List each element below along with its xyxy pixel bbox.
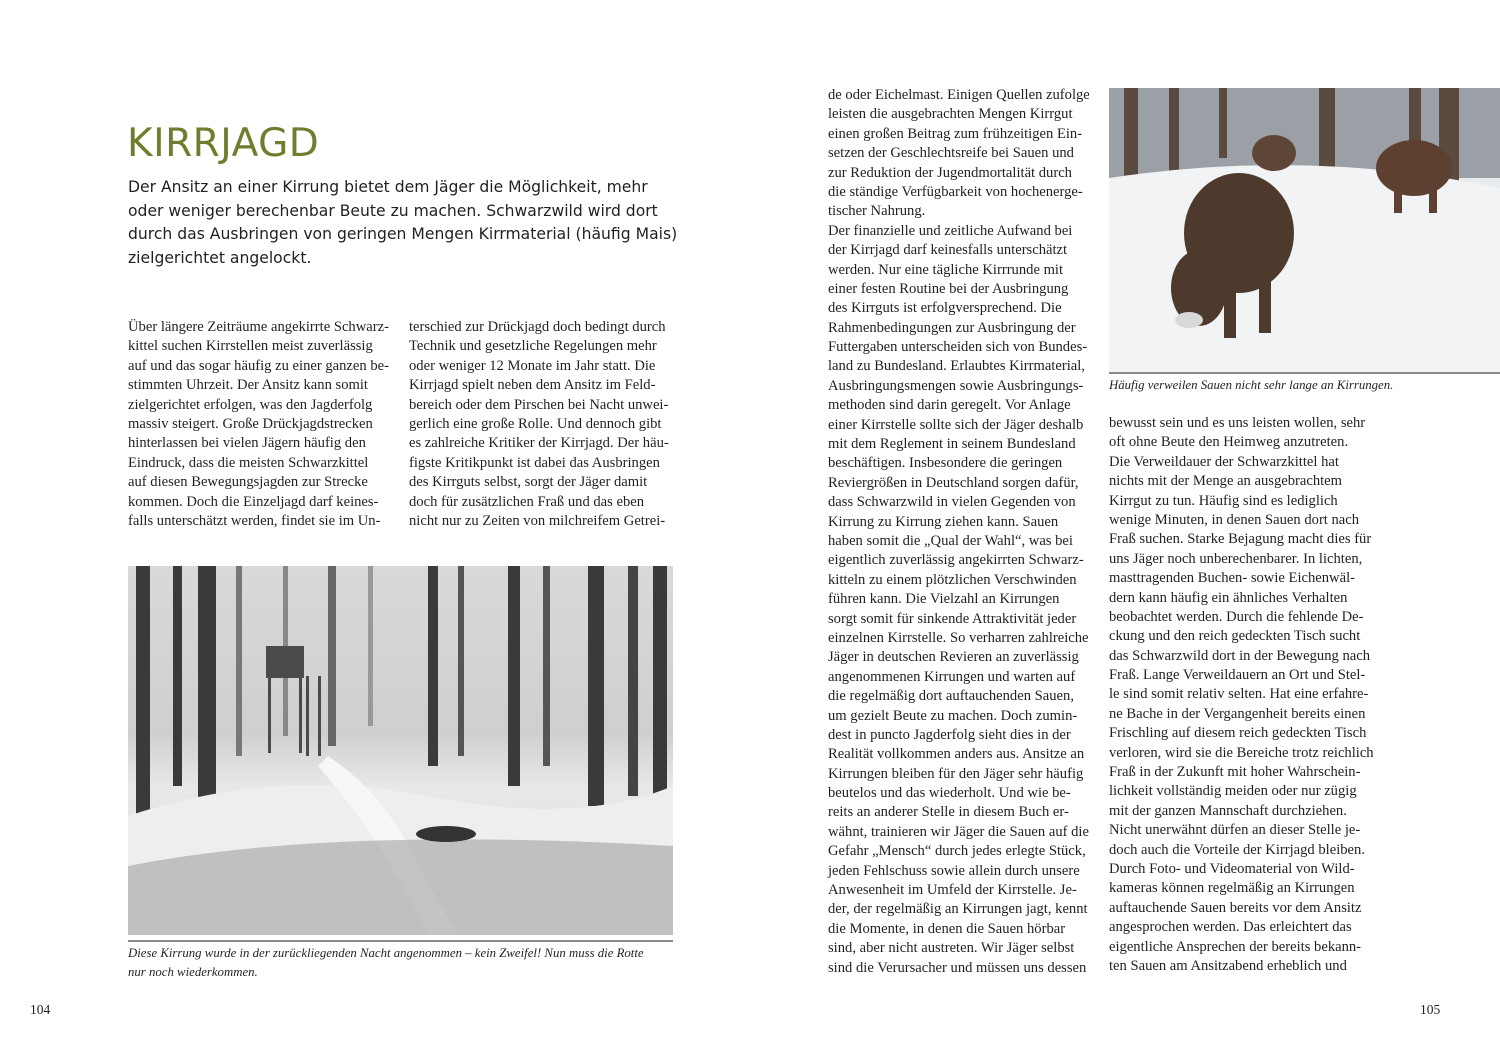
text-line: einen großen Beitrag zum frühzeitigen Ein- [828, 125, 1083, 142]
text-line: nicht nur zu Zeiten von milchreifem Getrei- [409, 512, 666, 529]
text-line: kitteln zu einem plötzlichen Verschwinden [828, 571, 1077, 588]
text-line: sorgt somit für sinkende Attraktivität jeder [828, 610, 1077, 627]
text-line: de oder Eichelmast. Einigen Quellen zufolge [828, 87, 1090, 103]
text-line: die regelmäßig dort auftauchenden Sauen, [828, 688, 1074, 705]
text-line: stimmten Uhrzeit. Der Ansitz kann somit [128, 377, 368, 394]
text-line: mit dem Reglement in seinem Bundesland [828, 436, 1076, 453]
text-line: Ausbringungsmengen sowie Ausbringungs- [828, 377, 1084, 394]
text-line: beutelos und das wiederholt. Und wie be- [828, 785, 1071, 802]
text-line: auf diesen Bewegungsjagden zur Strecke [128, 474, 368, 491]
text-line: einer Kirrstelle sollte sich der Jäger deshalb [828, 416, 1084, 433]
text-line: bereich oder dem Pirschen bei Nacht unwei- [409, 396, 669, 413]
text-line: setzen der Geschlechtsreife bei Sauen und [828, 145, 1074, 162]
right-photo-caption [1109, 372, 1500, 395]
text-line: ten Sauen am Ansitzabend erheblich und [1109, 957, 1347, 974]
text-line: kommen. Doch die Einzeljagd darf keines- [128, 493, 379, 510]
text-line: nichts mit der Menge an ausgebrachtem [1109, 473, 1343, 490]
text-line: des Kirrguts selbst, sorgt der Jäger damit [409, 474, 648, 491]
text-line: le sind somit relativ selten. Hat eine erfahre- [1109, 686, 1369, 703]
text-line: terschied zur Drückjagd doch bedingt durch [409, 319, 666, 335]
text-line: Diese Kirrung wurde in der zurückliegenden Nacht angenommen – kein Zweifel! Nun muss die Rotte [128, 946, 644, 960]
text-line: gerlich eine große Rolle. Und dennoch gibt [409, 415, 662, 432]
text-line: lichkeit vollständig meiden oder nur zügig [1109, 783, 1357, 800]
text-line: jeden Fehlschuss sowie allein durch unsere [828, 862, 1080, 879]
text-line: figste Kritikpunkt ist dabei das Ausbringen [409, 454, 660, 471]
text-line: nur noch wiederkommen. [128, 965, 258, 979]
text-line: beobachtet werden. Durch die fehlende De- [1109, 608, 1364, 625]
text-line: ne Bache in der Vergangenheit bereits einen [1109, 705, 1366, 722]
text-line: verloren, wird sie die Bereiche trotz reichlich [1109, 744, 1374, 761]
page-number-right: 105 [1420, 1002, 1441, 1017]
text-line: einer festen Routine bei der Ausbringung [828, 280, 1069, 297]
text-line: oder weniger berechenbar Beute zu machen. Schwarzwild wird dort [128, 201, 658, 220]
text-line: Anwesenheit im Umfeld der Kirrstelle. Je- [828, 882, 1077, 899]
text-line: land zu Bundesland. Erlaubtes Kirrmaterial, [828, 358, 1085, 375]
photo-snowy-forest-hunting-stand [128, 566, 673, 935]
text-line: Durch Foto- und Videomaterial von Wild- [1109, 860, 1355, 877]
text-line: werden. Nur eine tägliche Kirrrunde mit [828, 261, 1064, 278]
photo-wild-boars-in-snow [1109, 88, 1500, 373]
text-line: bewusst sein und es uns leisten wollen, sehr [1109, 415, 1366, 431]
text-line: Reviergrößen in Deutschland sorgen dafür, [828, 474, 1079, 491]
text-line: ckung und den reich gedeckten Tisch sucht [1109, 628, 1361, 645]
text-line: reits an anderer Stelle in diesem Buch er- [828, 804, 1069, 821]
text-line: sind, aber nicht austreten. Wir Jäger selbst [828, 940, 1075, 957]
text-line: einzelnen Kirrstelle. So verharren zahlreiche [828, 629, 1089, 646]
text-line: Häufig verweilen Sauen nicht sehr lange an Kirrungen. [1109, 378, 1394, 392]
text-line: dass Schwarzwild in vielen Gegenden von [828, 494, 1076, 511]
text-line: Die Verweildauer der Schwarzkittel hat [1109, 453, 1339, 470]
text-line: Kirrjagd spielt neben dem Ansitz im Feld- [409, 377, 656, 394]
text-line: Kirrgut zu tun. Häufig sind es lediglich [1109, 492, 1338, 509]
text-line: Rahmenbedingungen zur Ausbringung der [828, 319, 1076, 336]
text-line: die Momente, in denen die Sauen hörbar [828, 920, 1066, 937]
text-line: eigentliche Ansprechen der bereits bekann- [1109, 938, 1362, 955]
text-line: wenige Minuten, in denen Sauen dort nach [1109, 511, 1360, 528]
text-line: falls unterschätzt werden, findet sie im Un- [128, 512, 381, 529]
text-line: Der finanzielle und zeitliche Aufwand bei [828, 222, 1073, 239]
text-line: sind die Verursacher und müssen uns dessen [828, 959, 1087, 976]
text-line: auftauchende Sauen bereits vor dem Ansitz [1109, 899, 1362, 916]
text-line: zur Reduktion der Jugendmortalität durch [828, 164, 1072, 181]
text-line: die ständige Verfügbarkeit von hochenerge- [828, 183, 1083, 200]
left-column-1 [128, 318, 389, 531]
text-line: haben somit die „Qual der Wahl“, was bei [828, 532, 1073, 549]
text-line: masttragenden Buchen- sowie Eichenwäl- [1109, 570, 1355, 587]
text-line: uns Jäger noch unberechenbarer. In lichten, [1109, 550, 1363, 567]
text-line: Fraß. Lange Verweildauern an Ort und Stel- [1109, 667, 1366, 684]
text-line: kittel suchen Kirrstellen meist zuverlässig [128, 338, 373, 355]
text-line: doch für zusätzlichen Fraß und das eben [409, 493, 645, 510]
text-line: Realität vollkommen anders aus. Ansitze an [828, 746, 1085, 763]
text-line: dern kann häufig ein ähnliches Verhalten [1109, 589, 1348, 606]
text-line: Kirrung zu Kirrung ziehen kann. Sauen [828, 513, 1059, 530]
text-line: Gefahr „Mensch“ durch jedes erlegte Stück, [828, 843, 1086, 860]
text-line: Der Ansitz an einer Kirrung bietet dem Jäger die Möglichkeit, mehr [128, 178, 648, 196]
text-line: Kirrungen bleiben für den Jäger sehr häufig [828, 765, 1084, 782]
text-line: Nicht unerwähnt dürfen an dieser Stelle je- [1109, 822, 1361, 839]
text-line: angenommenen Kirrungen und warten auf [828, 668, 1076, 685]
text-line: auf und das sogar häufig zu einer ganzen be- [128, 357, 389, 374]
text-line: führen kann. Die Vielzahl an Kirrungen [828, 591, 1060, 608]
text-line: Fraß suchen. Starke Bejagung macht dies für [1109, 531, 1372, 548]
text-line: eigentlich zuverlässig angekirrten Schwarz- [828, 552, 1084, 569]
text-line: tischer Nahrung. [828, 203, 926, 220]
text-line: hinterlassen bei vielen Jägern häufig den [128, 435, 366, 452]
left-column-2 [409, 318, 669, 531]
text-line: Technik und gesetzliche Regelungen mehr [409, 338, 657, 355]
text-line: doch auch die Vorteile der Kirrjagd bleiben. [1109, 841, 1365, 858]
text-line: Über längere Zeiträume angekirrte Schwarz- [128, 319, 389, 335]
text-line: dest in puncto Jagderfolg sieht dies in der [828, 726, 1071, 743]
text-line: der Kirrjagd darf keinesfalls unterschätzt [828, 242, 1068, 259]
text-line: durch das Ausbringen von geringen Mengen Kirrmaterial (häufig Mais) [128, 225, 678, 244]
text-line: Frischling auf diesem reich gedeckten Tisch [1109, 725, 1367, 742]
text-line: wähnt, trainieren wir Jäger die Sauen auf die [828, 823, 1089, 840]
text-line: massiv steigert. Große Drückjagdstrecken [128, 415, 373, 432]
text-line: beschäftigen. Insbesondere die geringen [828, 455, 1063, 472]
text-line: oder weniger 12 Monate im Jahr statt. Die [409, 357, 656, 374]
text-line: Jäger in deutschen Revieren an zuverlässig [828, 649, 1079, 666]
chapter-title: KIRRJAGD [127, 121, 320, 166]
text-line: zielgerichtet angelockt. [128, 249, 312, 268]
left-photo-caption [128, 940, 673, 982]
right-column-1 [828, 86, 1090, 978]
right-column-2 [1109, 414, 1374, 976]
text-line: um gezielt Beute zu machen. Doch zumin- [828, 707, 1078, 724]
text-line: Eindruck, dass die meisten Schwarzkittel [128, 454, 369, 471]
text-line: zielgerichtet erfolgen, was den Jagderfolg [128, 396, 373, 413]
text-line: mit der ganzen Mannschaft durchziehen. [1109, 802, 1347, 819]
text-line: leisten die ausgebrachten Mengen Kirrgut [828, 106, 1073, 123]
text-line: es zahlreiche Kritiker der Kirrjagd. Der häu- [409, 435, 669, 452]
text-line: der, der regelmäßig an Kirrungen jagt, kennt [828, 901, 1088, 918]
text-line: Futtergaben unterscheiden sich von Bundes- [828, 339, 1088, 356]
text-line: methoden sind darin geregelt. Vor Anlage [828, 397, 1071, 414]
text-line: das Schwarzwild dort in der Bewegung nach [1109, 647, 1370, 664]
text-line: Fraß in der Zukunft mit hoher Wahrschein- [1109, 764, 1361, 781]
text-line: des Kirrguts ist erfolgversprechend. Die [828, 300, 1062, 317]
page-number-left: 104 [30, 1002, 51, 1017]
lead-paragraph [128, 176, 688, 271]
text-line: oft ohne Beute den Heimweg anzutreten. [1109, 434, 1349, 451]
text-line: angesprochen werden. Das erleichtert das [1109, 919, 1352, 936]
text-line: kameras können regelmäßig an Kirrungen [1109, 880, 1355, 897]
